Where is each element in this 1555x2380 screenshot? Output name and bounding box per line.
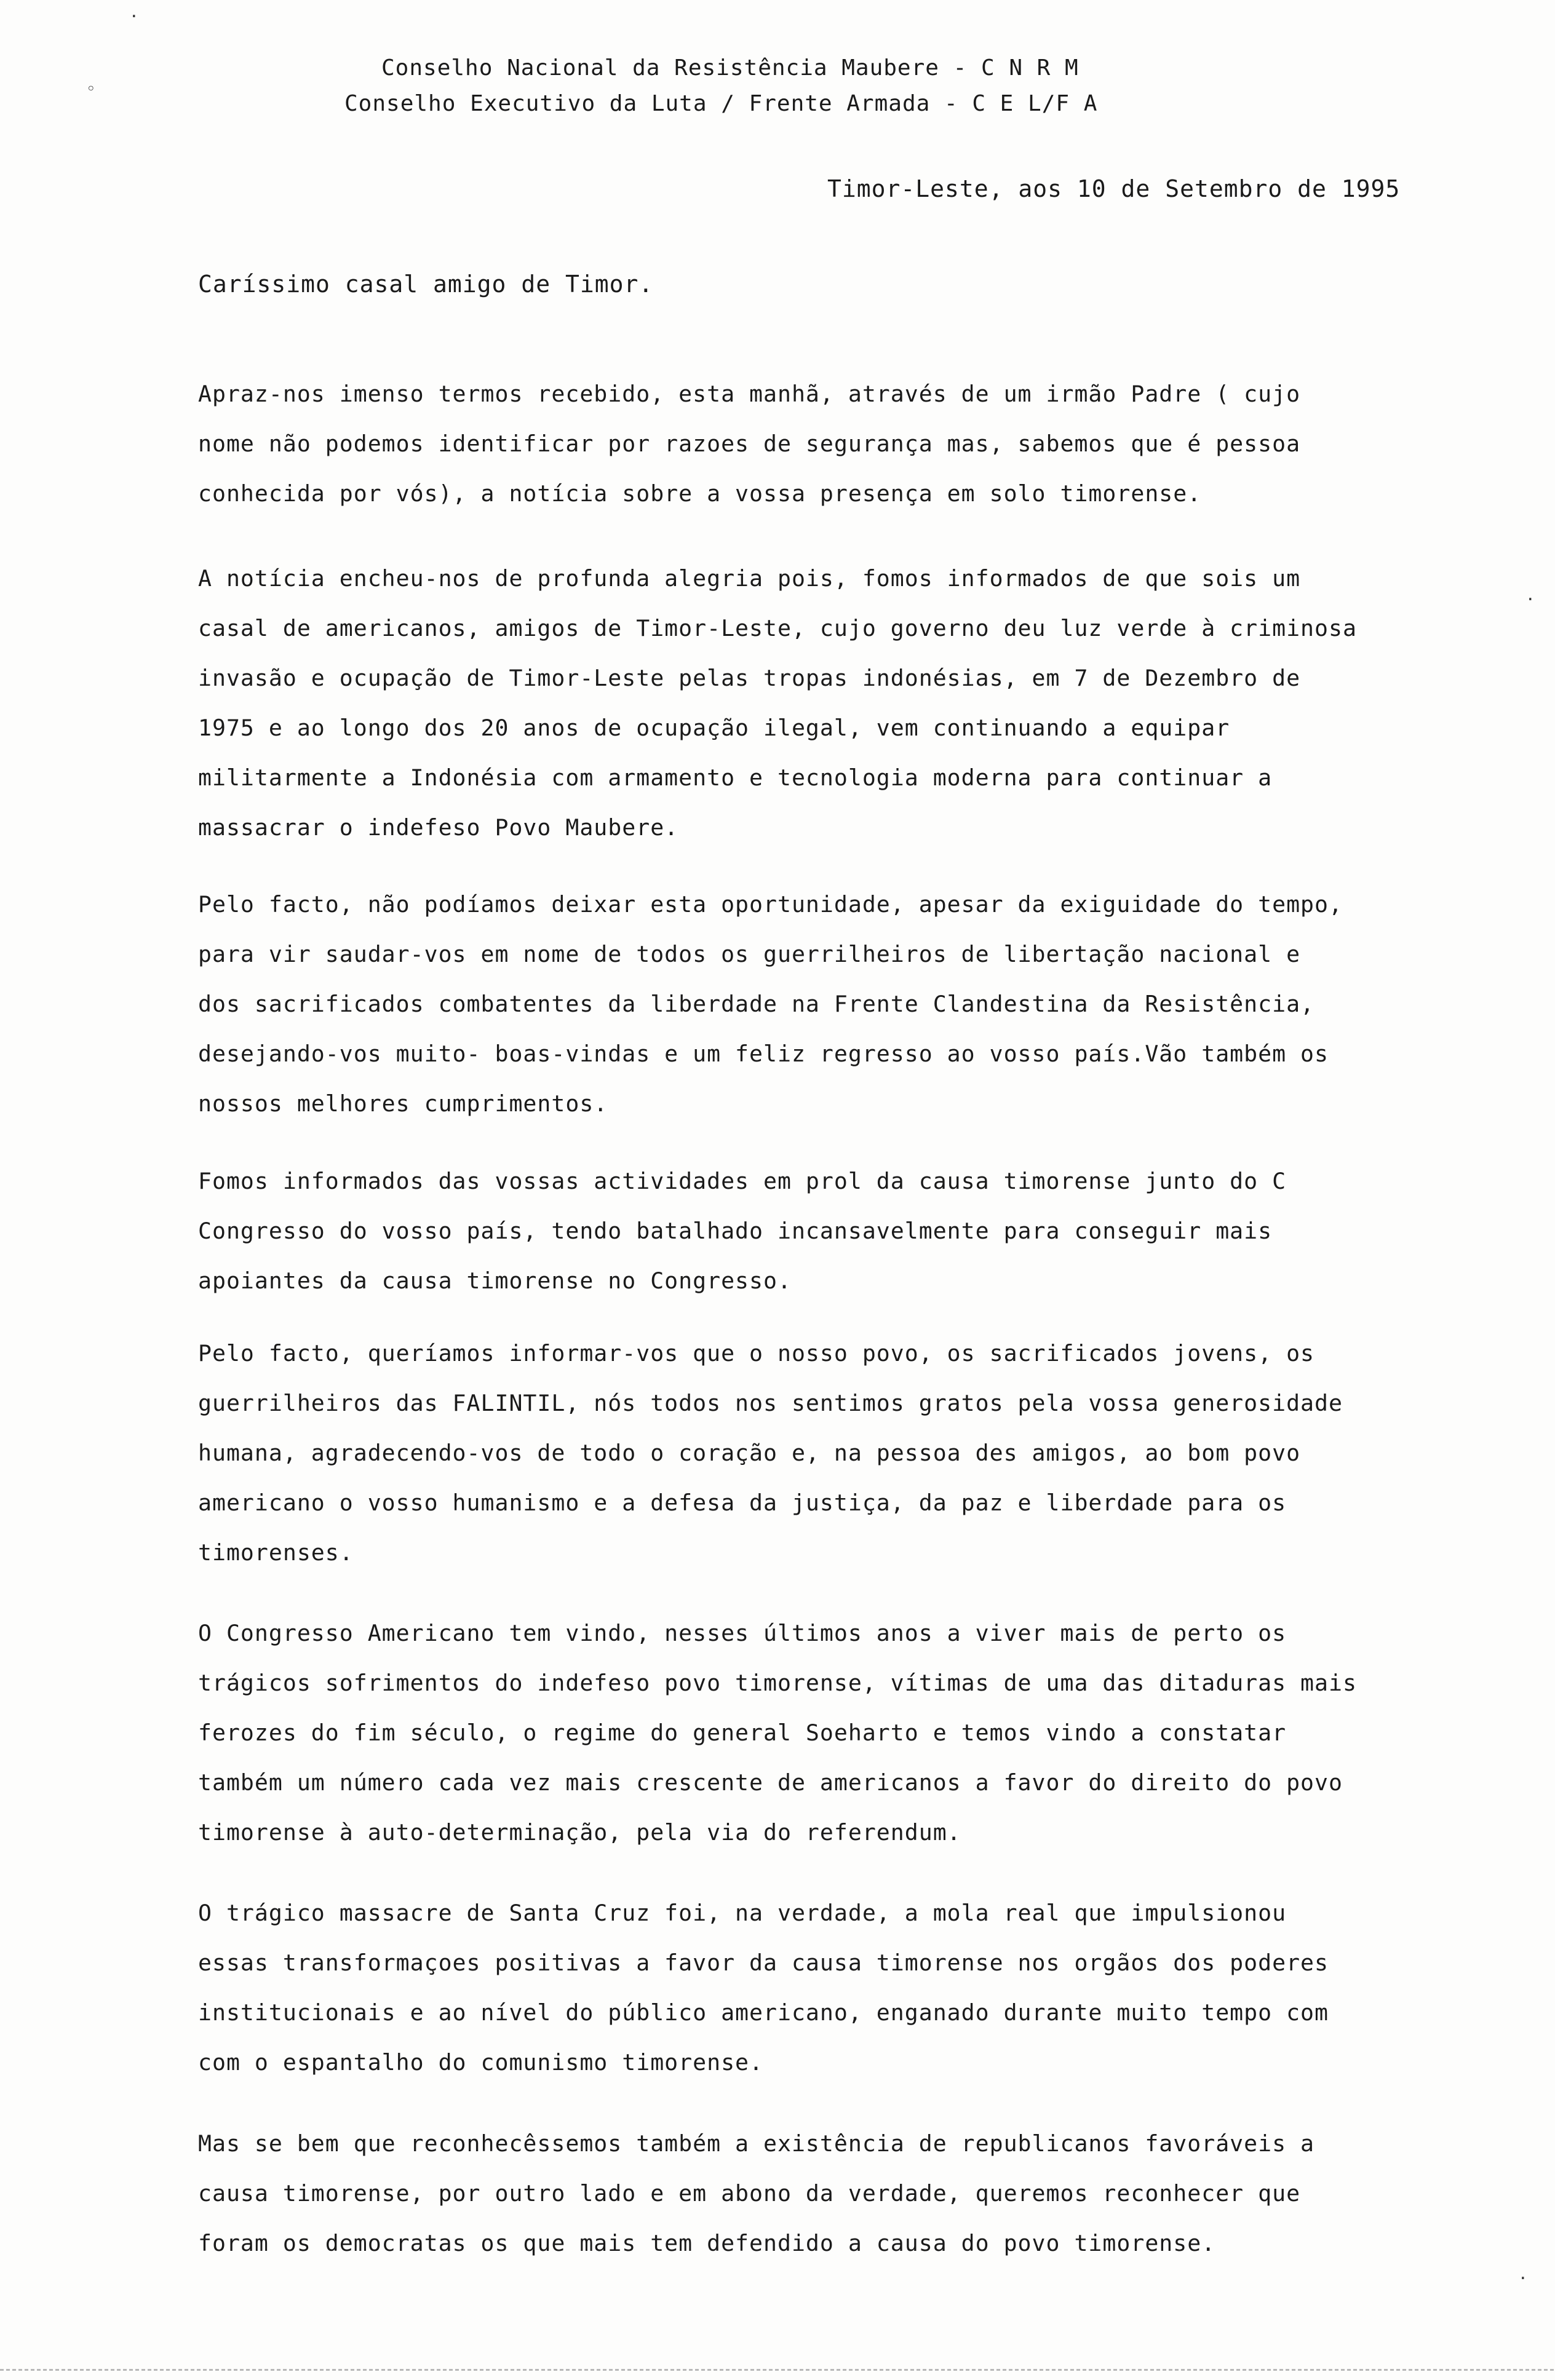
text-line: timorenses. (198, 1539, 354, 1566)
text-line: para vir saudar-vos em nome de todos os guerrilheiros de libertação nacional e (198, 941, 1301, 967)
paragraph-6 (198, 1608, 1441, 1857)
paragraph-5 (198, 1328, 1441, 1577)
text-line: trágicos sofrimentos do indefeso povo timorense, vítimas de uma das ditaduras mais (198, 1670, 1357, 1696)
text-line: foram os democratas os que mais tem defendido a causa do povo timorense. (198, 2230, 1216, 2256)
text-line: causa timorense, por outro lado e em abono da verdade, queremos reconhecer que (198, 2180, 1301, 2207)
text-line: nossos melhores cumprimentos. (198, 1090, 608, 1117)
text-line: A notícia encheu-nos de profunda alegria pois, fomos informados de que sois um (198, 565, 1301, 592)
letterhead-line-1: Conselho Nacional da Resistência Maubere - C N R M (381, 55, 1079, 81)
text-line: desejando-vos muito- boas-vindas e um feliz regresso ao vosso país.Vão também os (198, 1041, 1329, 1067)
paragraph-3 (198, 879, 1441, 1129)
scan-speck: · (1525, 590, 1535, 609)
text-line: Fomos informados das vossas actividades em prol da causa timorense junto do C (198, 1168, 1287, 1194)
text-line: O trágico massacre de Santa Cruz foi, na verdade, a mola real que impulsionou (198, 1900, 1287, 1926)
text-line: timorense à auto-determinação, pela via do referendum. (198, 1819, 961, 1846)
text-line: com o espantalho do comunismo timorense. (198, 2049, 763, 2076)
letterhead (344, 50, 1267, 122)
text-line: nome não podemos identificar por razoes de segurança mas, sabemos que é pessoa (198, 430, 1301, 457)
scan-speck: · (129, 7, 139, 26)
text-line: Mas se bem que reconhecêssemos também a existência de republicanos favoráveis a (198, 2130, 1315, 2157)
text-line: casal de americanos, amigos de Timor-Leste, cujo governo deu luz verde à criminosa (198, 615, 1357, 641)
text-line: humana, agradecendo-vos de todo o coração e, na pessoa des amigos, ao bom povo (198, 1440, 1301, 1466)
letterhead-line-2: Conselho Executivo da Luta / Frente Armada - C E L/F A (344, 91, 1098, 116)
salutation: Caríssimo casal amigo de Timor. (198, 271, 654, 298)
text-line: ferozes do fim século, o regime do general Soeharto e temos vindo a constatar (198, 1720, 1287, 1746)
text-line: O Congresso Americano tem vindo, nesses últimos anos a viver mais de perto os (198, 1620, 1287, 1646)
text-line: também um número cada vez mais crescente de americanos a favor do direito do povo (198, 1769, 1343, 1796)
text-line: guerrilheiros das FALINTIL, nós todos nos sentimos gratos pela vossa generosidade (198, 1390, 1343, 1416)
text-line: militarmente a Indonésia com armamento e tecnologia moderna para continuar a (198, 764, 1273, 791)
text-line: conhecida por vós), a notícia sobre a vossa presença em solo timorense. (198, 480, 1202, 507)
text-line: massacrar o indefeso Povo Maubere. (198, 814, 679, 841)
text-line: essas transformaçoes positivas a favor da causa timorense nos orgãos dos poderes (198, 1950, 1329, 1976)
paragraph-8 (198, 2119, 1441, 2268)
paragraph-7 (198, 1888, 1441, 2087)
page-edge (0, 2369, 1555, 2371)
dateline: Timor-Leste, aos 10 de Setembro de 1995 (827, 175, 1401, 202)
text-line: apoiantes da causa timorense no Congresso. (198, 1267, 792, 1294)
text-line: americano o vosso humanismo e a defesa da justiça, da paz e liberdade para os (198, 1489, 1287, 1516)
text-line: institucionais e ao nível do público americano, enganado durante muito tempo com (198, 1999, 1329, 2026)
scan-speck: · (1518, 2269, 1528, 2288)
paragraph-4 (198, 1156, 1441, 1306)
text-line: invasão e ocupação de Timor-Leste pelas tropas indonésias, em 7 de Dezembro de (198, 665, 1301, 691)
text-line: Congresso do vosso país, tendo batalhado incansavelmente para conseguir mais (198, 1218, 1273, 1244)
paragraph-1 (198, 369, 1441, 518)
scan-speck: ◦ (86, 80, 96, 98)
text-line: 1975 e ao longo dos 20 anos de ocupação ilegal, vem continuando a equipar (198, 715, 1230, 741)
text-line: Apraz-nos imenso termos recebido, esta manhã, através de um irmão Padre ( cujo (198, 381, 1301, 407)
text-line: dos sacrificados combatentes da liberdade na Frente Clandestina da Resistência, (198, 991, 1315, 1017)
text-line: Pelo facto, queríamos informar-vos que o nosso povo, os sacrificados jovens, os (198, 1340, 1315, 1367)
paragraph-2 (198, 553, 1441, 852)
text-line: Pelo facto, não podíamos deixar esta oportunidade, apesar da exiguidade do tempo, (198, 891, 1343, 918)
